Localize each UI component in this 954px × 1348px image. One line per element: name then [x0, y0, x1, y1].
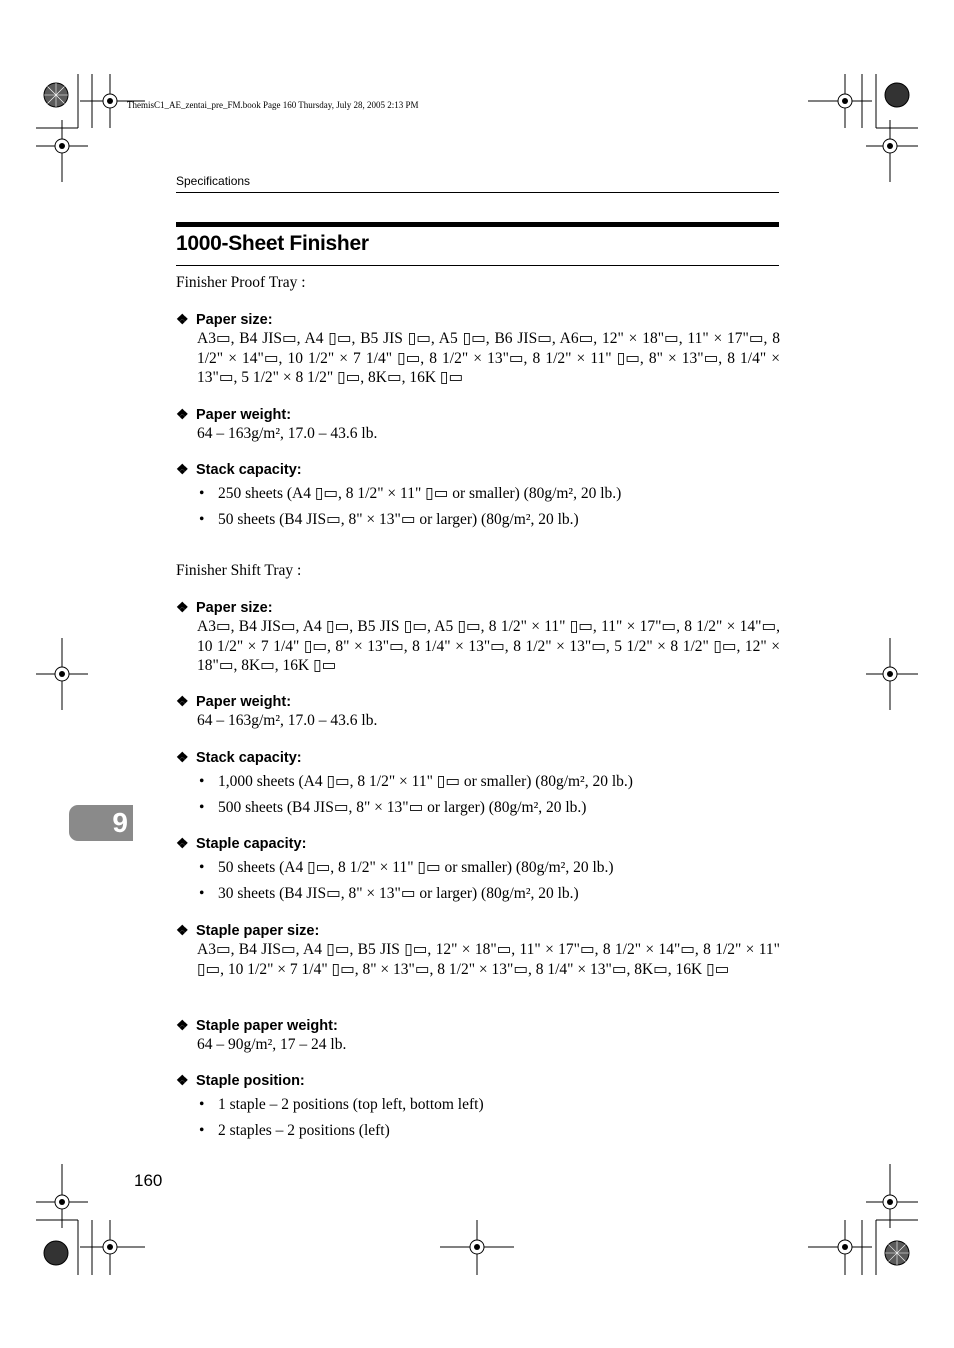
- section-heading: Paper size:: [196, 312, 273, 328]
- section-text: 64 – 163g/m², 17.0 – 43.6 lb.: [197, 425, 378, 442]
- section-heading: Staple paper weight:: [196, 1018, 338, 1034]
- proof-paper-size-section: [176, 309, 780, 388]
- diamond-bullet-icon: ❖: [176, 835, 189, 851]
- list-item: • 250 sheets (A4 ▯▭, 8 1/2" × 11" ▯▭ or smaller) (80g/m², 20 lb.): [197, 484, 780, 510]
- section-heading: Paper size:: [196, 600, 273, 616]
- list-item: • 1 staple – 2 positions (top left, bottom left): [197, 1095, 780, 1121]
- staple-position-section: [176, 1070, 780, 1147]
- list-item: • 1,000 sheets (A4 ▯▭, 8 1/2" × 11" ▯▭ or smaller) (80g/m², 20 lb.): [197, 772, 780, 798]
- section-heading: Paper weight:: [196, 694, 292, 710]
- diamond-bullet-icon: ❖: [176, 1072, 189, 1088]
- list-item: • 500 sheets (B4 JIS▭, 8" × 13"▭ or larger) (80g/m², 20 lb.): [197, 798, 780, 824]
- section-heading: Staple position:: [196, 1073, 305, 1089]
- section-heading: Stack capacity:: [196, 750, 302, 766]
- section-text: 64 – 163g/m², 17.0 – 43.6 lb.: [197, 712, 378, 729]
- title-rule: [176, 265, 779, 266]
- section-heading: Staple paper size:: [196, 923, 320, 939]
- shift-paper-size-section: [176, 597, 780, 676]
- section-text: A3▭, B4 JIS▭, A4 ▯▭, B5 JIS ▯▭, 12" × 18"▭, 11" × 17"▭, 8 1/2" × 14"▭, 8 1/2" × 11" ▯▭, 10 1/2" × 7 1/4" ▯▭, 8" × 13"▭, 8 1/2" × 13"▭, 8 1/4" × 13"▭, 8K▭, 16K ▯▭: [197, 941, 780, 978]
- header-rule: [176, 192, 779, 193]
- chapter-tab: [69, 805, 133, 841]
- proof-tray-label: Finisher Proof Tray :: [176, 274, 306, 291]
- list-item: • 30 sheets (B4 JIS▭, 8" × 13"▭ or larger) (80g/m², 20 lb.): [197, 884, 780, 910]
- shift-stack-capacity-section: [176, 747, 780, 824]
- diamond-bullet-icon: ❖: [176, 406, 189, 422]
- proof-paper-weight-section: [176, 404, 780, 444]
- list-item: • 2 staples – 2 positions (left): [197, 1121, 780, 1147]
- staple-paper-weight-section: [176, 1015, 780, 1055]
- staple-paper-size-section: [176, 920, 780, 979]
- diamond-bullet-icon: ❖: [176, 693, 189, 709]
- staple-capacity-section: [176, 833, 780, 910]
- section-heading: Stack capacity:: [196, 462, 302, 478]
- running-head: Specifications: [176, 174, 251, 188]
- shift-paper-weight-section: [176, 691, 780, 731]
- section-heading: Paper weight:: [196, 407, 292, 423]
- section-text: 64 – 90g/m², 17 – 24 lb.: [197, 1036, 347, 1053]
- section-text: A3▭, B4 JIS▭, A4 ▯▭, B5 JIS ▯▭, A5 ▯▭, 8 1/2" × 11" ▯▭, 11" × 17"▭, 8 1/2" × 14"▭, 10 1/2" × 7 1/4" ▯▭, 8" × 13"▭, 8 1/4" × 13"▭, 8 1/2" × 13"▭, 5 1/2" × 8 1/2" ▯▭, 12" × 18"▭, 8K▭, 16K ▯▭: [197, 618, 780, 674]
- page-title: 1000-Sheet Finisher: [176, 232, 369, 255]
- diamond-bullet-icon: ❖: [176, 1017, 189, 1033]
- chapter-number: 9: [112, 807, 128, 838]
- diamond-bullet-icon: ❖: [176, 599, 189, 615]
- diamond-bullet-icon: ❖: [176, 922, 189, 938]
- section-text: A3▭, B4 JIS▭, A4 ▯▭, B5 JIS ▯▭, A5 ▯▭, B6 JIS▭, A6▭, 12" × 18"▭, 11" × 17"▭, 8 1/2" × 14"▭, 10 1/2" × 7 1/4" ▯▭, 8 1/2" × 13"▭, 8 1/2" × 11" ▯▭, 8" × 13"▭, 8 1/4" × 13"▭, 5 1/2" × 8 1/2" ▯▭, 8K▭, 16K ▯▭: [197, 330, 780, 386]
- diamond-bullet-icon: ❖: [176, 461, 189, 477]
- section-heading: Staple capacity:: [196, 836, 307, 852]
- book-info: ThemisC1_AE_zentai_pre_FM.book Page 160 Thursday, July 28, 2005 2:13 PM: [127, 100, 419, 110]
- list-item: • 50 sheets (B4 JIS▭, 8" × 13"▭ or larger) (80g/m², 20 lb.): [197, 510, 780, 536]
- list-item: • 50 sheets (A4 ▯▭, 8 1/2" × 11" ▯▭ or smaller) (80g/m², 20 lb.): [197, 858, 780, 884]
- diamond-bullet-icon: ❖: [176, 749, 189, 765]
- title-bar: [176, 222, 779, 227]
- page-number: 160: [134, 1171, 163, 1190]
- proof-stack-capacity-section: [176, 459, 780, 536]
- shift-tray-label: Finisher Shift Tray :: [176, 562, 302, 579]
- diamond-bullet-icon: ❖: [176, 311, 189, 327]
